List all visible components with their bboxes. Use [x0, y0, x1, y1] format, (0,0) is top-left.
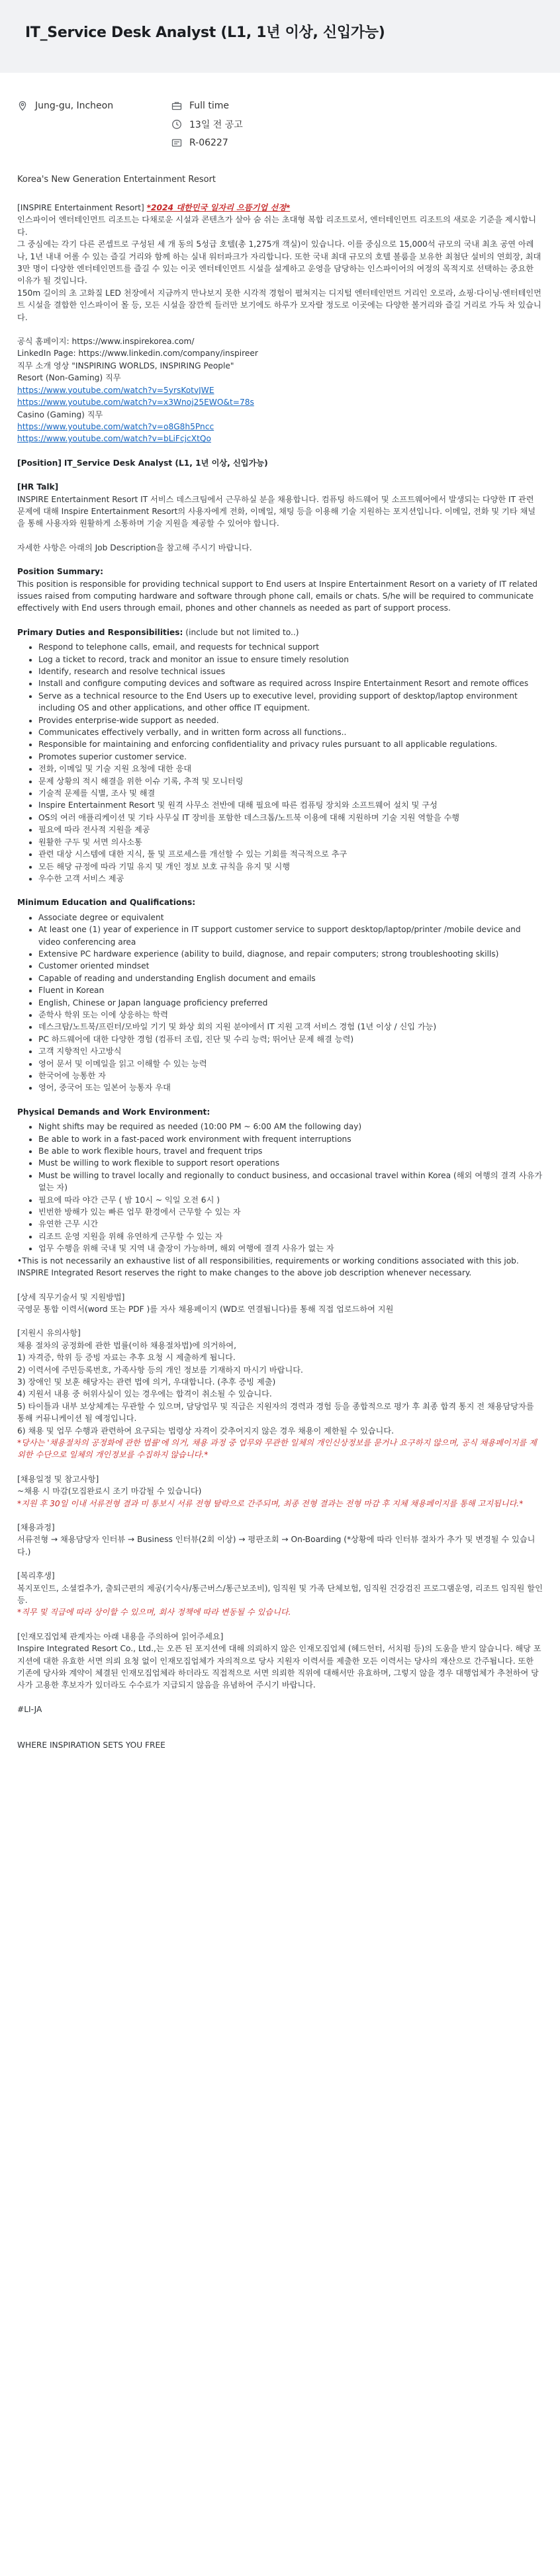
list-item: • Must be willing to work flexible to support resort operations — [38, 1157, 543, 1169]
job-header — [0, 0, 560, 66]
list-item: • 리조트 운영 지원을 위해 유연하게 근무할 수 있는 자 — [38, 1230, 543, 1242]
casino-video-link-1[interactable]: https://www.youtube.com/watch?v=o8G8h5Pncc — [17, 421, 214, 431]
notice-intro: 채용 절차의 공정화에 관한 법률(이하 채용절차법)에 의거하여, — [17, 1340, 236, 1350]
application-text: 국영문 통합 이력서(word 또는 PDF )를 자사 채용페이지 (WD로 연결됩니다)를 통해 직접 업로드하여 지원 — [17, 1304, 394, 1314]
process-text: 서류전형 → 채용담당자 인터뷰 → Business 인터뷰(2회 이상) → 평판조회 → On-Boarding (*상황에 따라 인터뷰 절차가 추가 및 변경될 수 있습니다.) — [17, 1535, 536, 1557]
qualifications-list — [38, 912, 543, 1094]
list-item: • Respond to telephone calls, email, and requests for technical support — [38, 641, 543, 653]
job-description — [17, 202, 543, 1752]
video-intro-label: 직무 소개 영상 "INSPIRING WORLDS, INSPIRING People" — [17, 361, 234, 370]
intro-heading — [17, 202, 543, 214]
schedule-label: [채용일정 및 참고사항] — [17, 1474, 99, 1484]
list-item: • 데스크탑/노트북/프린터/모바일 기기 및 화상 회의 지원 분야에서 IT 지원 고객 서비스 경험 (1년 이상 / 신입 가능) — [38, 1021, 543, 1033]
hr-talk-label: [HR Talk] — [17, 482, 59, 492]
list-item: • 우수한 고객 서비스 제공 — [38, 873, 543, 884]
employment-row — [171, 97, 326, 115]
list-item: • Inspire Entertainment Resort 및 원격 사무소 전반에 대해 필요에 따른 컴퓨팅 장치와 소프트웨어 설치 및 구성 — [38, 799, 543, 811]
notice-red: *당사는 '채용절차의 공정화에 관한 법률'에 의거, 채용 과정 중 업무와 무관한 일체의 개인신상정보를 묻거나 요구하지 않으며, 공식 채용페이지를 제외한 수단으로 일체의 개인정보를 수집하지 않습니다.* — [17, 1438, 537, 1460]
list-item: • 빈번한 방해가 있는 빠른 업무 환경에서 근무할 수 있는 자 — [38, 1206, 543, 1218]
posted-row — [171, 115, 326, 134]
list-item: • Be able to work flexible hours, travel and frequent trips — [38, 1145, 543, 1157]
summary-label: Position Summary: — [17, 567, 103, 577]
list-item: • Fluent in Korean — [38, 984, 543, 996]
list-item: • Must be willing to travel locally and regionally to conduct business, and occasional travel within Korea (해외 여행의 결격 사유가 없는 자) — [38, 1170, 543, 1194]
job-detail-card — [0, 73, 560, 2576]
list-item: • Associate degree or equivalent — [38, 912, 543, 923]
employment-type: Full time — [189, 101, 230, 111]
casino-label: Casino (Gaming) 직무 — [17, 409, 103, 419]
notice-item: 1) 자격증, 학위 등 증빙 자료는 추후 요청 시 제출하게 됩니다. — [17, 1353, 236, 1363]
headhunter-label: [인재모집업체 관계자는 아래 내용을 주의하여 읽어주세요] — [17, 1631, 224, 1641]
job-meta — [17, 97, 543, 152]
award-badge: *2024 대한민국 일자리 으뜸기업 선정* — [146, 203, 291, 212]
list-item: • 유연한 근무 시간 — [38, 1218, 543, 1230]
location-pin-icon — [17, 101, 28, 111]
list-item: • 한국어에 능통한 자 — [38, 1070, 543, 1082]
list-item: • Night shifts may be required as needed (10:00 PM ~ 6:00 AM the following day) — [38, 1121, 543, 1133]
headhunter-text: Inspire Integrated Resort Co., Ltd.,는 오픈 된 포지션에 대해 의뢰하지 않은 인재모집업체 (헤드헌터, 서치펌 등)의 도움을 받지 않습니다. 해당 포지션에 대한 유효한 서면 의뢰 요청 없이 인재모집업체가 자의적으로 당사 지원자 이력서를 제출한 모든 이력서는 당사의 재산으로 간주됩니다. 또한 기존에 당사와 계약이 체결된 인재모집업체라 하더라도 직접적으로 서면 의뢰한 직위에 대해서만 유효하며, 그렇지 않을 경우 대행업체가 추천하여 당사가 고용한 후보자가 있더라도 수수료가 지급되지 않음을 유념하여 주시기 바랍니다. — [17, 1644, 541, 1690]
duties-label: Primary Duties and Responsibilities: — [17, 627, 183, 637]
meta-col-right — [171, 97, 326, 152]
benefits-red: *직무 및 직급에 따라 상이할 수 있으며, 회사 정책에 따라 변동될 수 있습니다. — [17, 1608, 291, 1617]
notice-item: 5) 타이틀과 내부 보상체계는 무관할 수 있으며, 담당업무 및 직급은 지원자의 경력과 경험 등을 종합적으로 평가 후 최종 합격 통지 전 채용담당자를 통해 커뮤니케이션 될 예정입니다. — [17, 1401, 534, 1424]
process-label: [채용과정] — [17, 1523, 55, 1532]
list-item: • 모든 해당 규정에 따라 기밀 유지 및 개인 정보 보호 규칙을 유지 및 시행 — [38, 861, 543, 873]
list-item: • Be able to work in a fast-paced work environment with frequent interruptions — [38, 1133, 543, 1145]
qualifications-label: Minimum Education and Qualifications: — [17, 898, 196, 908]
list-item: • 고객 지향적인 사고방식 — [38, 1045, 543, 1057]
notice-item: 6) 채용 및 업무 수행과 관련하여 요구되는 법령상 자격이 갖추어지지 않은 경우 채용이 제한될 수 있습니다. — [17, 1426, 394, 1436]
list-item: • 준학사 학위 또는 이에 상응하는 학력 — [38, 1009, 543, 1021]
intro-paragraph-1: 인스파이어 엔터테인먼트 리조트는 다채로운 시설과 콘텐츠가 살아 숨 쉬는 초대형 복합 리조트로서, 엔터테인먼트 리조트의 새로운 기준을 제시합니다. — [17, 215, 537, 237]
briefcase-icon — [171, 101, 182, 111]
clock-icon — [171, 119, 182, 130]
list-item: • 영어 문서 및 이메일을 읽고 이해할 수 있는 능력 — [38, 1058, 543, 1070]
list-item: • Identify, research and resolve technical issues — [38, 665, 543, 677]
list-item: • 영어, 중국어 또는 일본어 능통자 우대 — [38, 1082, 543, 1094]
list-item: • 업무 수행을 위해 국내 및 지역 내 출장이 가능하며, 해외 여행에 결격 사유가 없는 자 — [38, 1242, 543, 1254]
hr-talk-more: 자세한 사항은 아래의 Job Description을 참고해 주시기 바랍니다. — [17, 542, 252, 552]
position-value: IT_Service Desk Analyst (L1, 1년 이상, 신입가능) — [64, 458, 268, 468]
id-tag-icon — [171, 138, 182, 148]
list-item: • 전화, 이메일 및 기술 지원 요청에 대한 응대 — [38, 763, 543, 775]
schedule-red: *지원 후 30일 이내 서류전형 결과 미 통보시 서류 전형 탈락으로 간주되며, 최종 전형 결과는 전형 마감 후 지체 채용페이지를 통해 고지됩니다.* — [17, 1498, 524, 1508]
list-item: • Communicates effectively verbally, and in written form across all functions.. — [38, 726, 543, 738]
physical-note: •This is not necessarily an exhaustive list of all responsibilities, requirements or working conditions associated with this job. INSPIRE Integrated Resort reserves the right to make changes to the above job description whenever necessary. — [17, 1256, 519, 1278]
linkedin-link[interactable]: LinkedIn Page: https://www.linkedin.com/company/inspireer — [17, 349, 258, 359]
resort-video-link-1[interactable]: https://www.youtube.com/watch?v=5yrsKotvJWE — [17, 385, 214, 395]
list-item: • Provides enterprise-wide support as needed. — [38, 714, 543, 726]
benefits-label: [복리후생] — [17, 1571, 55, 1581]
schedule-line: ~채용 시 마감(모집완료시 조기 마감될 수 있습니다) — [17, 1486, 202, 1496]
list-item: • 관련 대상 시스템에 대한 지식, 툴 및 프로세스를 개선할 수 있는 기회를 적극적으로 추구 — [38, 848, 543, 860]
list-item: • Log a ticket to record, track and monitor an issue to ensure timely resolution — [38, 654, 543, 665]
position-line — [17, 457, 543, 469]
list-item: • 원활한 구두 및 서면 의사소통 — [38, 836, 543, 848]
duties-heading — [17, 626, 543, 638]
intro-paragraph-3: 150m 길이의 초 고화질 LED 천장에서 지금까지 만나보지 못한 시각적 경험이 펼쳐지는 디지털 엔터테인먼트 거리인 오로라, 쇼핑·다이닝·엔터테인먼트 시설을 결합한 인스파이어 몰 등, 모든 시설을 잠깐씩 들러만 보기에도 하루가 모자랄 정도로 이곳에는 다양한 볼거리와 즐길 거리로 가득 차 있습니다. — [17, 288, 541, 322]
list-item: • Capable of reading and understanding English document and emails — [38, 972, 543, 984]
notice-item: 3) 장애인 및 보훈 해당자는 관련 법에 의거, 우대합니다. (추후 증빙 제출) — [17, 1377, 276, 1387]
notice-label: [지원시 유의사항] — [17, 1328, 81, 1338]
intro-paragraph-2: 그 중심에는 각기 다른 콘셉트로 구성된 세 개 동의 5성급 호텔(총 1,275개 객실)이 있습니다. 이를 중심으로 15,000석 규모의 국내 최초 공연 아레나, 1년 내내 어롤 수 있는 즐길 거리와 함께 하는 실내 워터파크가 자리합니다. 또한 국내 최대 규모의 호텔 볼룸을 보유한 최첨단 설비의 연회장, 최대 3만 명이 다양한 엔터테인먼트를 즐길 수 있는 이곳 엔터테인먼트 시설을 설계하고 운영을 담당하는 인스파이어의 여정의 목적지로 선택하는 중요한 이유가 될 것입니다. — [17, 239, 541, 286]
duties-list — [38, 641, 543, 884]
list-item: • OS의 여러 애플리케이션 및 기타 사무실 IT 장비를 포함한 데스크톱/노트북 이용에 대해 지원하며 기술 지원 역할을 수행 — [38, 812, 543, 824]
req-id-row — [171, 134, 326, 152]
list-item: • Responsible for maintaining and enforcing confidentiality and privacy rules pursuant to all applicable regulations. — [38, 738, 543, 750]
casino-video-link-2[interactable]: https://www.youtube.com/watch?v=bLiFcjcXtQo — [17, 434, 211, 444]
page-title: IT_Service Desk Analyst (L1, 1년 이상, 신입가능) — [25, 24, 385, 41]
list-item: • Serve as a technical resource to the End Users up to executive level, providing support of desktop/laptop environment including OS and other applications, and other office IT equipment. — [38, 690, 543, 714]
list-item: • Install and configure computing devices and software as required across Inspire Entertainment Resort and remote offices — [38, 677, 543, 689]
physical-label: Physical Demands and Work Environment: — [17, 1107, 210, 1117]
list-item: • Customer oriented mindset — [38, 960, 543, 972]
intro-label: [INSPIRE Entertainment Resort] — [17, 203, 144, 212]
list-item: • 문제 상황의 적시 해결을 위한 이슈 기록, 추적 및 모니터링 — [38, 775, 543, 787]
homepage-link[interactable]: 공식 홈페이지: https://www.inspirekorea.com/ — [17, 337, 195, 347]
list-item: • 필요에 따라 야간 근무 ( 밤 10시 ~ 익일 오전 6시 ) — [38, 1194, 543, 1206]
list-item: • English, Chinese or Japan language proficiency preferred — [38, 997, 543, 1009]
list-item: • 필요에 따라 전사적 지원을 제공 — [38, 824, 543, 836]
list-item: • At least one (1) year of experience in IT support customer service to support desktop/laptop/printer /mobile device and video conferencing area — [38, 923, 543, 948]
hashtag: #LI-JA — [17, 1704, 42, 1714]
list-item: • 기술적 문제를 식별, 조사 및 해결 — [38, 787, 543, 799]
requisition-id: R-06227 — [189, 138, 228, 148]
physical-list — [38, 1121, 543, 1254]
list-item: • Promotes superior customer service. — [38, 751, 543, 763]
location-row — [17, 97, 171, 115]
footer-slogan: WHERE INSPIRATION SETS YOU FREE — [17, 1740, 165, 1750]
position-label: [Position] — [17, 458, 62, 468]
benefits-text: 복지포인트, 소셜컬추가, 출퇴근편의 제공(기숙사/통근버스/통근보조비), 임직원 및 가족 단체보험, 임직원 건강검진 프로그램운영, 리조트 임직원 할인 등. — [17, 1583, 543, 1606]
duties-suffix: (include but not limited to..) — [183, 627, 299, 637]
hr-talk-text: INSPIRE Entertainment Resort IT 서비스 데스크팀에서 근무하실 분을 채용합니다. 컴퓨팅 하드웨어 및 소프트웨어에서 발생되는 다양한 IT 관련 문제에 대해 Inspire Entertainment Resort의 사용자에게 전화, 이메일, 채팅 등을 이용해 기술 지원하는 포지션입니다. 이메일, 전화 및 기타 채널을 통해 사용자와 원활하게 소통하며 기술 지원을 제공할 수 있어야 합니다. — [17, 494, 536, 529]
notice-items — [17, 1352, 543, 1437]
notice-item: 2) 이력서에 주민등록번호, 가족사항 등의 개인 정보를 기재하지 마시기 바랍니다. — [17, 1365, 303, 1375]
location-text: Jung-gu, Incheon — [35, 101, 114, 111]
list-item: • PC 하드웨어에 대한 다양한 경험 (컴퓨터 조립, 진단 및 수리 능력; 뛰어난 문제 해결 능력) — [38, 1033, 543, 1045]
company-tagline: Korea's New Generation Entertainment Resort — [17, 175, 216, 185]
posted-date: 13일 전 공고 — [189, 120, 243, 130]
resort-video-link-2[interactable]: https://www.youtube.com/watch?v=x3Wnoj25EWO&t=78s — [17, 398, 254, 408]
meta-col-left — [17, 97, 171, 152]
summary-text: This position is responsible for providing technical support to End users at Inspire Entertainment Resort on a variety of IT related issues raised from computing hardware and software through phone call, emails or chats. S/he will be required to communicate effectively with End users through email, phones and other channels as needed as part of support process. — [17, 579, 537, 613]
notice-item: 4) 지원서 내용 중 허위사실이 있는 경우에는 합격이 취소될 수 있습니다. — [17, 1389, 272, 1399]
application-label: [상세 직무기술서 및 지원방법] — [17, 1292, 125, 1302]
resort-label: Resort (Non-Gaming) 직무 — [17, 373, 121, 383]
list-item: • Extensive PC hardware experience (ability to build, diagnose, and repair computers; strong troubleshooting skills) — [38, 948, 543, 960]
